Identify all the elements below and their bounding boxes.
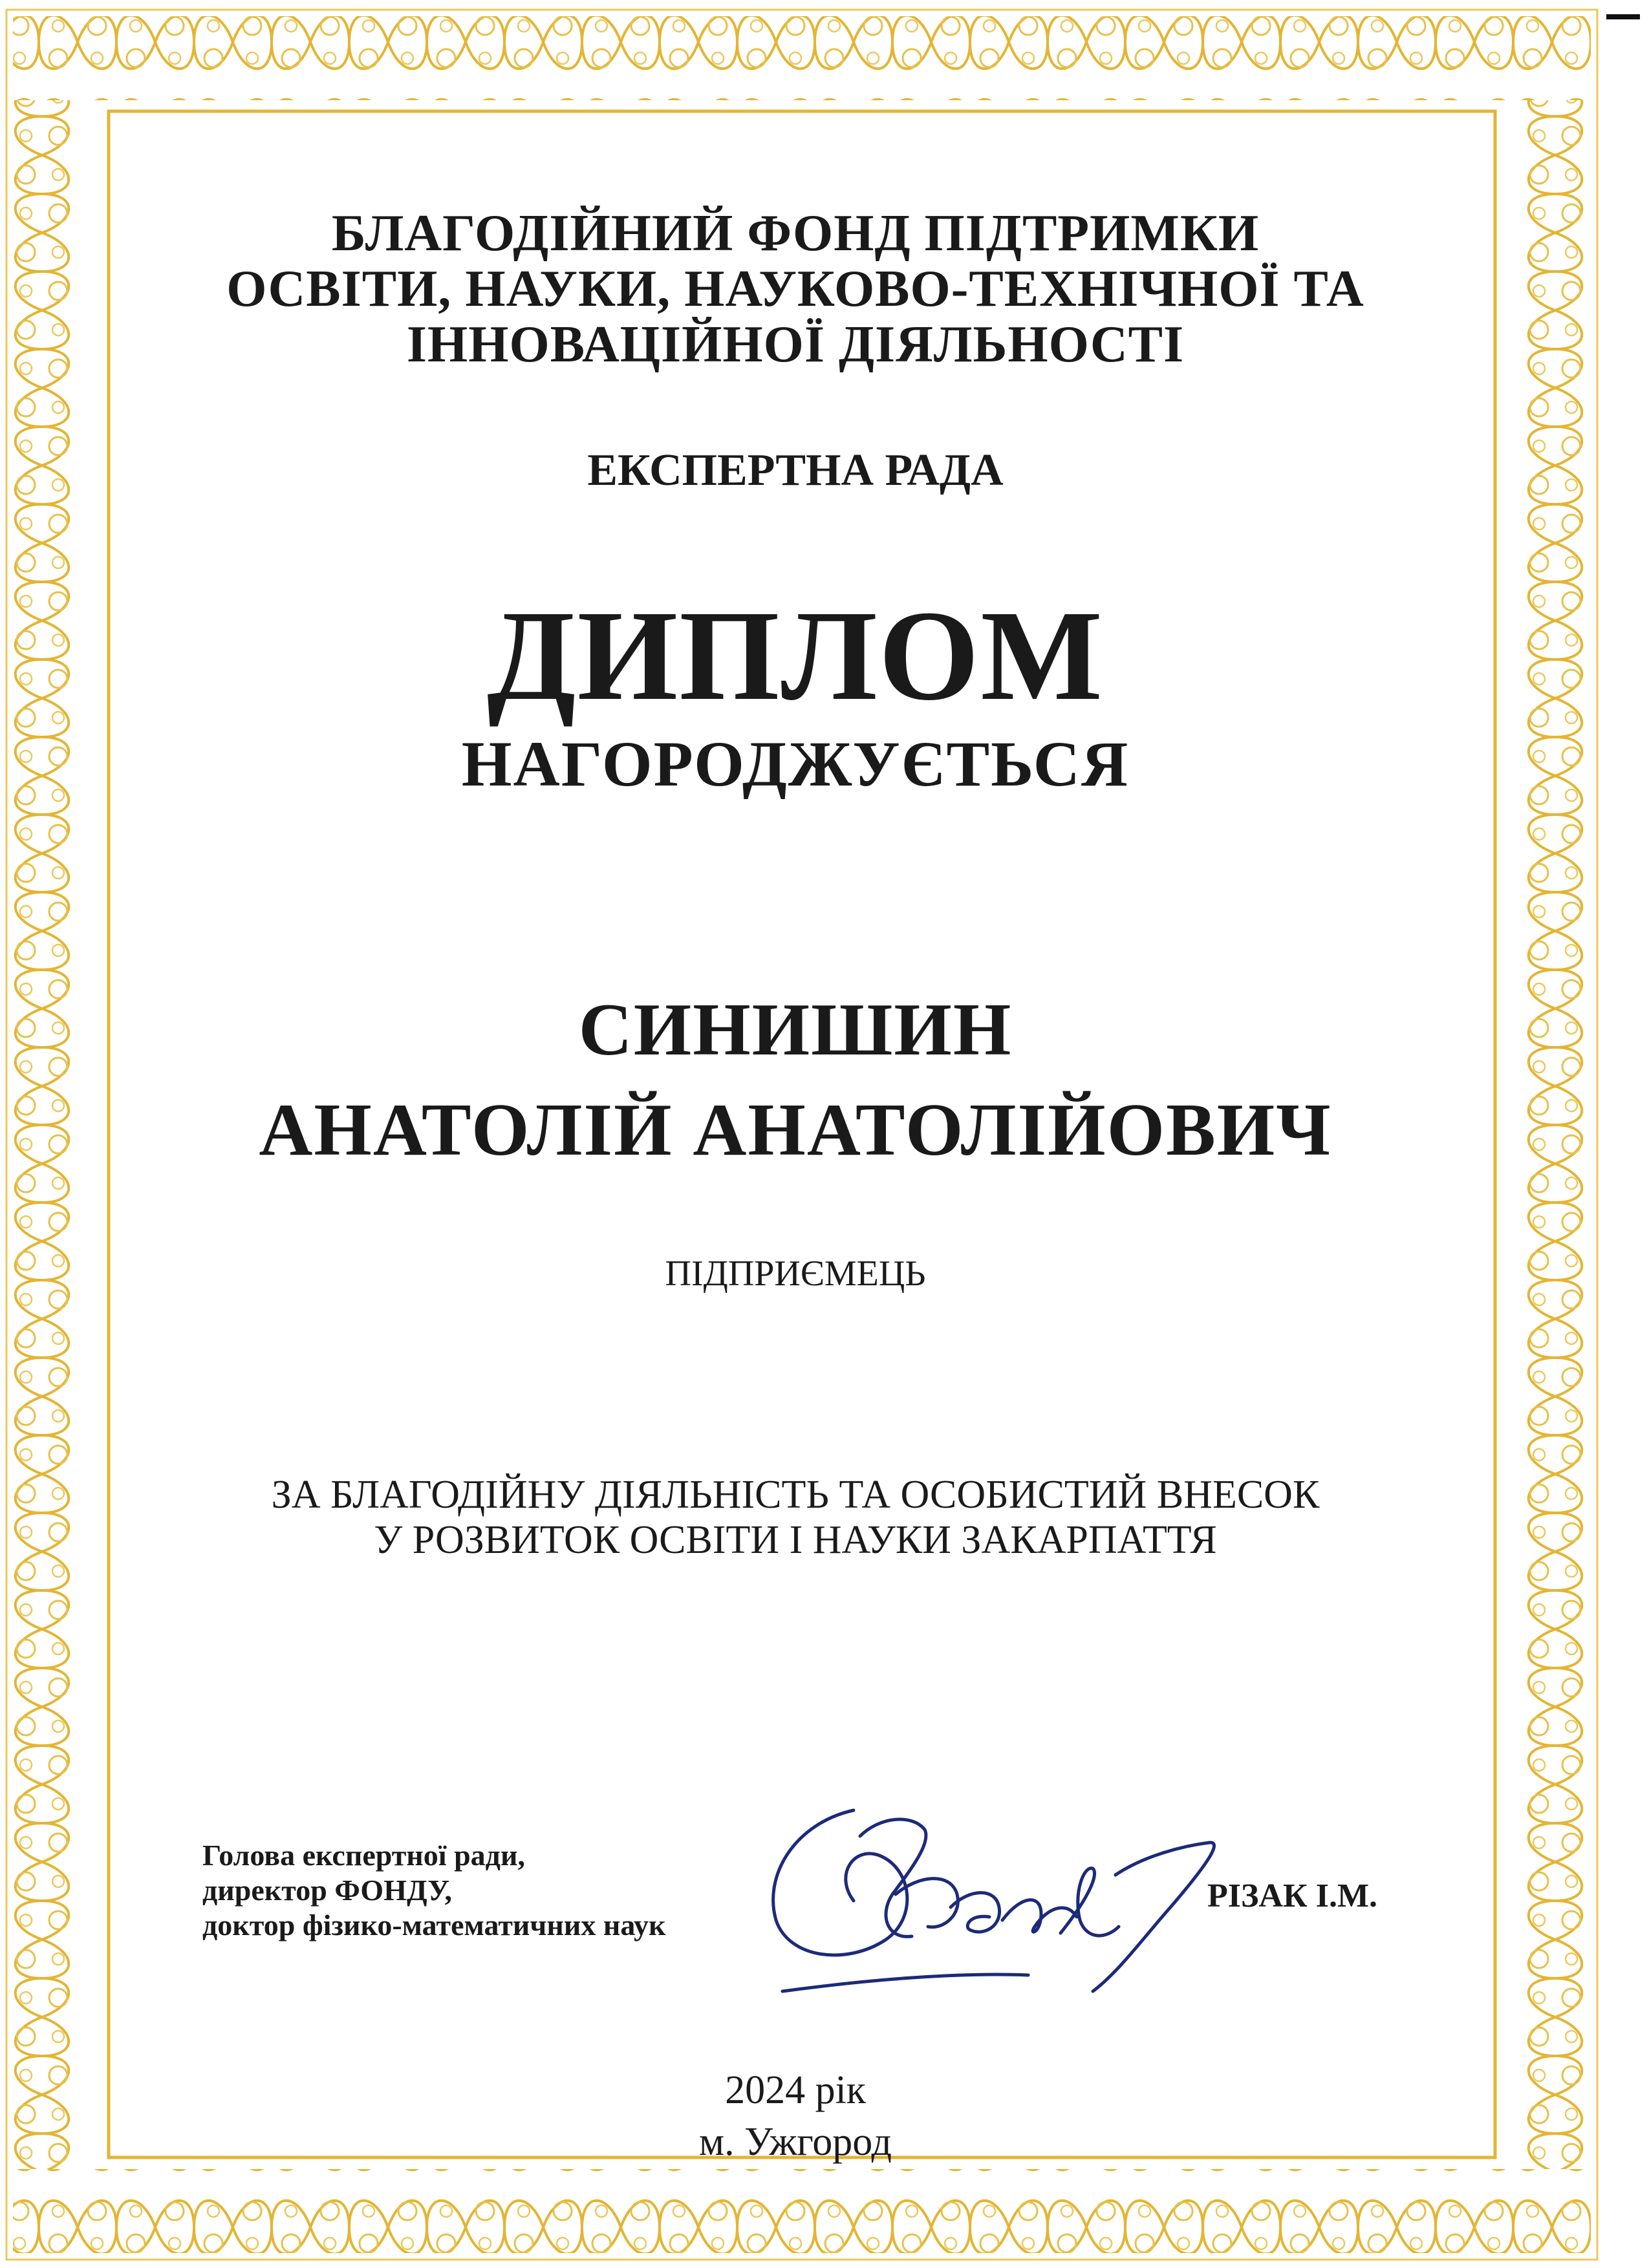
awarded-heading: НАГОРОДЖУЄТЬСЯ: [461, 728, 1130, 800]
award-reason-line: ЗА БЛАГОДІЙНУ ДІЯЛЬНІСТЬ ТА ОСОБИСТИЙ ВНЕСОК: [271, 1473, 1320, 1517]
scan-mark: [1606, 14, 1640, 19]
award-reason: [0, 1472, 1591, 1563]
diploma-title: ДИПЛОМ: [486, 584, 1105, 727]
award-reason-line: У РОЗВИТОК ОСВІТИ І НАУКИ ЗАКАРПАТТЯ: [374, 1518, 1217, 1562]
issue-city: м. Ужгород: [698, 2120, 892, 2164]
recipient-surname: СИНИШИН: [578, 989, 1013, 1071]
foundation-line: БЛАГОДІЙНИЙ ФОНД ПІДТРИМКИ: [331, 205, 1260, 262]
signer-title: [202, 1838, 666, 1943]
handwritten-signature: [757, 1797, 1248, 2011]
recipient-position: ПІДПРИЄМЕЦЬ: [665, 1254, 926, 1294]
recipient-given-names: АНАТОЛІЙ АНАТОЛІЙОВИЧ: [259, 1089, 1332, 1171]
signer-title-line: Голова експертної ради,: [202, 1839, 525, 1872]
signer-title-line: доктор фізико-математичних наук: [202, 1909, 666, 1942]
foundation-line: ІННОВАЦІЙНОЇ ДІЯЛЬНОСТІ: [406, 316, 1185, 373]
signer-name: РІЗАК І.М.: [1207, 1878, 1378, 1914]
foundation-name: [0, 206, 1591, 372]
foundation-line: ОСВІТИ, НАУКИ, НАУКОВО-ТЕХНІЧНОЇ ТА: [226, 261, 1364, 317]
issue-year: 2024 рік: [725, 2068, 866, 2112]
signer-title-line: директор ФОНДУ,: [202, 1874, 452, 1907]
council-heading: ЕКСПЕРТНА РАДА: [587, 445, 1004, 495]
